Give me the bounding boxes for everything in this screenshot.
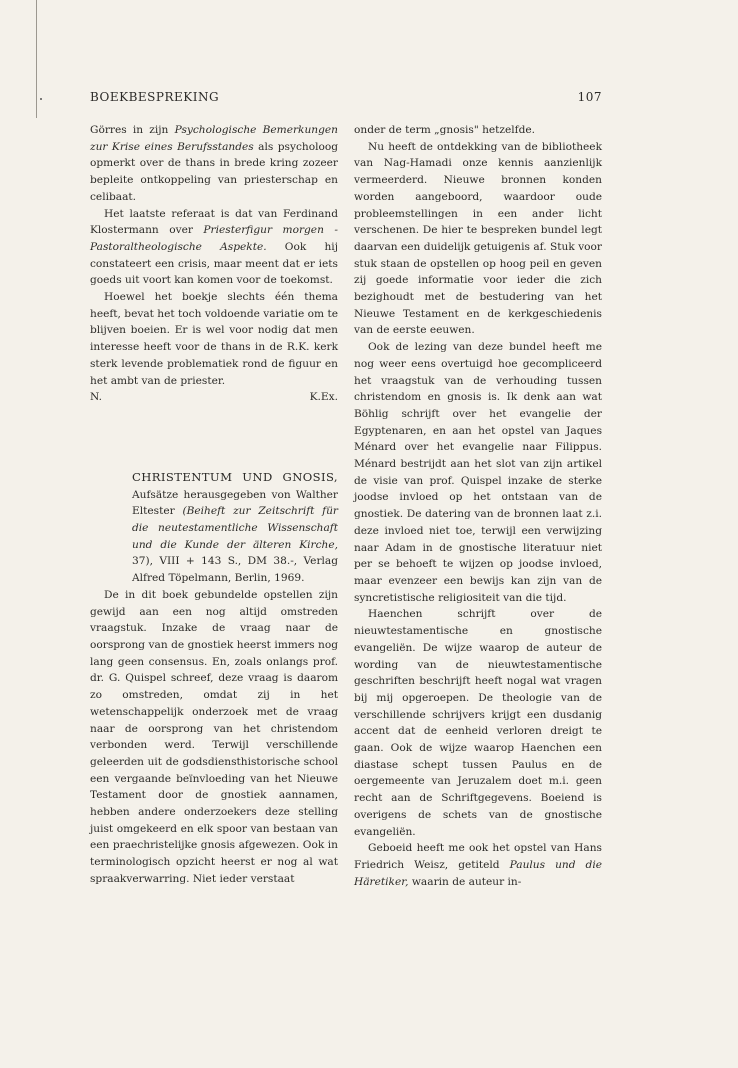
paragraph: Ook de lezing van deze bundel heeft me nog weer eens overtuigd hoe gecompliceerd het vraagstuk van de verhouding tussen christendom en gnosis is. Ik denk aan wat Böhlig schrijft over het evangelie der Egyptenaren, en aan het opstel van Jaques Ménard over het evangelie naar Filippus. Ménard bestrijdt aan het slot van zijn artikel de visie van prof. Quispel inzake de sterke joodse invloed op het ontstaan van de gnostiek. De datering van de bronnen laat z.i. deze invloed niet toe, terwijl een verwijzing naar Adam in de gnostische literatuur niet per se behoeft te wijzen op joodse invloed, maar evenzeer een bewijs kan zijn van de syncretistische religiositeit van die tijd. — [354, 341, 602, 604]
right-column — [354, 122, 602, 890]
work-title: Psychologische Bemerkungen zur Krise eines Berufsstandes — [90, 124, 338, 153]
running-header — [90, 90, 602, 104]
page-number: 107 — [577, 90, 602, 104]
paragraph: De in dit boek gebundelde opstellen zijn gewijd aan een nog altijd omstreden vraagstuk. Inzake de vraag naar de oorsprong van de gnostiek heerst immers nog lang geen consensus. En, zoals onlangs prof. dr. G. Quispel schreef, deze vraag is daarom zo omstreden, omdat zij in het wetenschappelijk onderzoek met de vraag naar de oorsprong van het christendom verbonden werd. Terwijl verschillende geleerden uit de godsdiensthistorische school een vergaande beïnvloeding van het Nieuwe Testament door de gnostiek aannamen, hebben andere onderzoekers deze stelling juist omgekeerd en elk spoor van bestaan van een praechristelijke gnosis afgewezen. Ook in terminologisch opzicht heerst er nog al wat spraakverwarring. Niet ieder verstaat — [90, 588, 338, 885]
signature-left: N. — [90, 391, 102, 404]
paragraph: Het laatste referaat is dat van Ferdinand Klostermann over Priesterfigur morgen - Pastoraltheologische Aspekte. Ook hij constateert een crisis, maar meent dat er iets goeds uit voort kan komen voor de toekomst. — [90, 207, 338, 287]
work-title: Paulus und die Häretiker, — [354, 858, 602, 888]
paragraph: Görres in zijn Psychologische Bemerkungen zur Krise eines Berufsstandes als psycholoog opmerkt over de thans in brede kring zozeer bepleite ontkoppeling van priesterschap en celibaat. — [90, 124, 339, 203]
signature-right: K.Ex. — [309, 391, 338, 404]
paragraph: onder de term „gnosis" hetzelfde. — [354, 124, 536, 136]
left-column — [90, 122, 338, 888]
paragraph: Nu heeft de ontdekking van de bibliotheek van Nag-Hamadi onze kennis aanzienlijk vermeerderd. Nieuwe bronnen konden worden aangeboord, waardoor oude probleemstellingen in een ander licht verschenen. De hier te bespreken bundel legt daarvan een duidelijk getuigenis af. Stuk voor stuk staan de opstellen op hoog peil en geven zij goede informatie voor ieder die zich bezighoudt met de bestudering van het Nieuwe Testament en de kerkgeschiedenis van de eerste eeuwen. — [354, 140, 602, 337]
section-title: BOEKBESPREKING — [90, 90, 220, 104]
scan-speck — [40, 98, 42, 100]
scan-edge-line — [36, 0, 37, 118]
work-title: Priesterfigur morgen - Pastoraltheologische Aspekte. — [90, 224, 338, 253]
review-book-title: CHRISTENTUM UND GNOSIS, — [132, 469, 338, 484]
review-signature — [90, 389, 338, 406]
review-heading: CHRISTENTUM UND GNOSIS, Aufsätze herausgegeben von Walther Eltester (Beiheft zur Zeitschrift für die neutestamentliche Wissenschaft und die Kunde der älteren Kirche, 37), VIII + 143 S., DM 38.-, Verlag Alfred Töpelmann, Berlin, 1969. — [132, 469, 338, 585]
series-title: (Beiheft zur Zeitschrift für die neutestamentliche Wissenschaft und die Kunde der älteren Kirche, — [132, 505, 338, 551]
paragraph: Haenchen schrijft over de nieuwtestamentische en gnostische evangeliën. De wijze waarop de auteur de wording van de nieuwtestamentische geschriften beschrijft heeft nogal wat vragen bij mij opgeroepen. De theologie van de verschillende schrijvers krijgt een dusdanig accent dat de eenheid verloren dreigt te gaan. Ook de wijze waarop Haenchen een diastase schept tussen Paulus en de oergemeente van Jeruzalem doet m.i. geen recht aan de Schriftgegevens. Boeiend is overigens de schets van de gnostische evangeliën. — [354, 608, 602, 838]
paragraph: Geboeid heeft me ook het opstel van Hans Friedrich Weisz, getiteld Paulus und die Häretiker, waarin de auteur in- — [354, 842, 602, 888]
paragraph: Hoewel het boekje slechts één thema heeft, bevat het toch voldoende variatie om te blijven boeien. Er is wel voor nodig dat men interesse heeft voor de thans in de R.K. kerk sterk levende problematiek rond de figuur en het ambt van de priester. — [90, 291, 338, 387]
